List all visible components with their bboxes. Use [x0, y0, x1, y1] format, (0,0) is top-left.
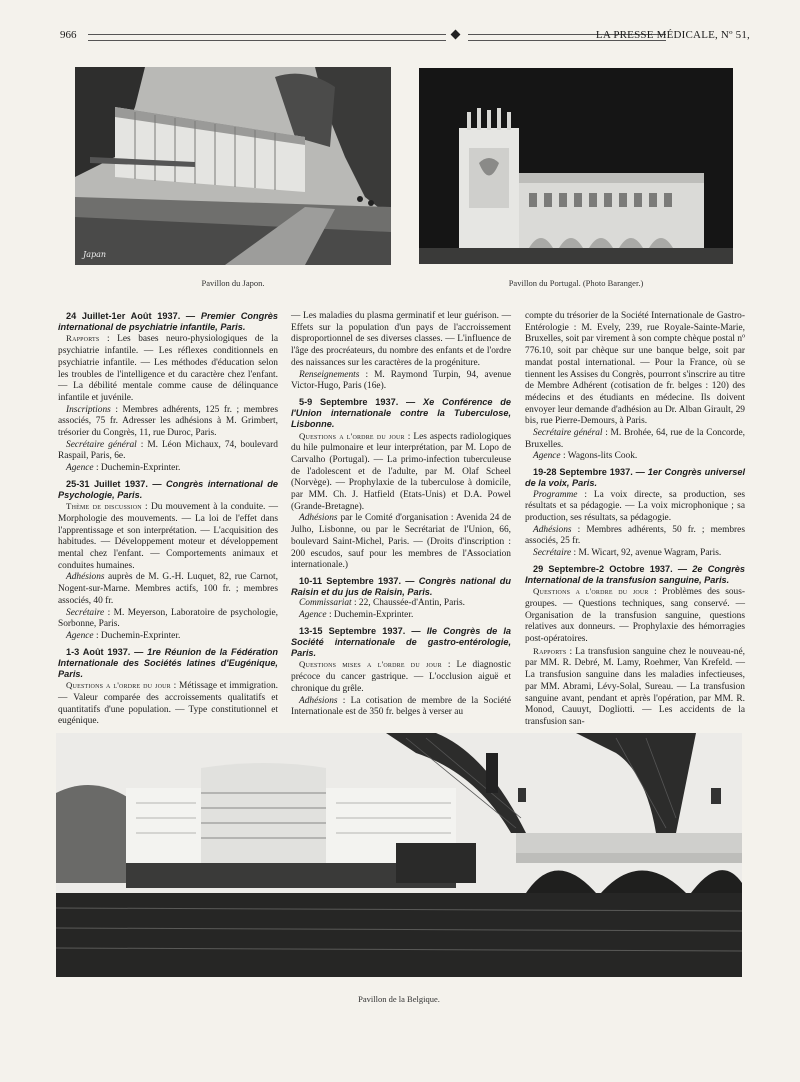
congress-heading: 1-3 Août 1937. — 1re Réunion de la Fédération Internationale des Sociétés latines d'Eugénique, Paris. — [58, 646, 278, 680]
announcements-columns — [58, 311, 745, 727]
paragraph: Adhésions : La cotisation de membre de la Société Internationale est de 350 fr. belges à verser au — [291, 695, 511, 718]
paragraph: Questions a l'ordre du jour : Problèmes des sous-groupes. — Questions techniques, sang conservé. — Organisation de la transfusion sanguine, questions relatives aux donneurs. — Prophylaxie des hémorragies post-opératoires. — [525, 586, 745, 644]
paragraph: Programme : La voix directe, sa production, ses résultats et sa pédagogie. — La voix microphonique ; sa production, ses résultats, sa pédagogie. — [525, 489, 745, 523]
header-rule-left — [88, 34, 446, 41]
column-3 — [525, 311, 745, 727]
paragraph: Adhésions : Membres adhérents, 50 fr. ; membres associés, 25 fr. — [525, 524, 745, 547]
japan-pavilion-illustration — [75, 67, 391, 265]
paragraph: Secrétaire : M. Meyerson, Laboratoire de psychologie, Sorbonne, Paris. — [58, 607, 278, 630]
paragraph: Agence : Duchemin-Exprinter. — [66, 463, 181, 474]
journal-title: LA PRESSE MÉDICALE, Nº 51, — [595, 29, 750, 41]
belgium-pavilion-illustration — [56, 733, 742, 977]
paragraph: Adhésions par le Comité d'organisation : Avenida 24 de Julho, Lisbonne, ou par le Secrétariat de l'Union, 66, boulevard Saint-Michel, Paris. — (Droits d'inscription : 200 escudos, sauf pour les membres de l'Association internationale.) — [291, 513, 511, 571]
paragraph: Commissariat : 22, Chaussée-d'Antin, Paris. — [299, 598, 466, 609]
congress-heading: 5-9 Septembre 1937. — Xe Conférence de l'Union internationale contre la Tuberculose, Lisbonne. — [291, 396, 512, 430]
paragraph: Rapports : Les bases neuro-physiologiques de la psychiatrie infantile. — Les réflexes conditionnels en psychiatrie infantile. — Les méthodes d'éducation selon les troubles de l'intelligence et du caractère chez l'enfant. — La débilité mentale comme cause de délinquance infantile et juvénile. — [58, 333, 278, 403]
congress-heading: 29 Septembre-2 Octobre 1937. — 2e Congrès International de la transfusion sanguine, Paris. — [525, 563, 745, 585]
paragraph: Adhésions auprès de M. G.-H. Luquet, 82, rue Carnot, Nogent-sur-Marne. Membres actifs, 100 fr. ; membres associés, 40 fr. — [58, 572, 278, 606]
congress-heading: 13-15 Septembre 1937. — IIe Congrès de la Société internationale de gastro-entérologie, Paris. — [291, 625, 511, 659]
congress-heading: 10-11 Septembre 1937. — Congrès national du Raisin et du jus de Raisin, Paris. — [291, 575, 511, 598]
paragraph: Thème de discussion : Du mouvement à la conduite. — Morphologie des mouvements. — La loi de l'effet dans l'apprentissage et son interprétation. — L'acquisition des habitudes. — Développement moteur et développement mental chez l'enfant. — Comportements animaux et conduites humaines. — [58, 501, 278, 571]
congress-heading: 19-28 Septembre 1937. — 1er Congrès universel de la voix, Paris. — [525, 467, 745, 489]
caption-belgium: Pavillon de la Belgique. — [358, 994, 440, 1004]
page-header — [60, 29, 750, 45]
paragraph: Agence : Duchemin-Exprinter. — [66, 630, 181, 641]
paragraph: Renseignements : M. Raymond Turpin, 94, avenue Victor-Hugo, Paris (16e). — [291, 369, 511, 392]
paragraph: Agence : Duchemin-Exprinter. — [299, 610, 414, 621]
caption-japan: Pavillon du Japon. — [201, 278, 265, 288]
congress-heading: 25-31 Juillet 1937. — Congrès international de Psychologie, Paris. — [58, 478, 278, 501]
photo-belgium-pavilion — [56, 733, 742, 977]
photo-japan-pavilion — [75, 67, 391, 265]
paragraph: Secrétaire : M. Wicart, 92, avenue Wagram, Paris. — [533, 548, 722, 559]
paragraph: — Les maladies du plasma germinatif et leur guérison. — Effets sur la population d'un pays de l'accroissement disproportionnel de ses diverses classes. — L'influence de l'âge des procréateurs, du nombre des enfants et de l'ordre des naissances sur les caractères de la progéniture. — [291, 311, 511, 368]
portugal-pavilion-illustration — [419, 68, 733, 264]
paragraph: Rapports : La transfusion sanguine chez le nouveau-né, par MM. R. Debré, M. Lamy, Roehmer, Van Krefeld. — La transfusion sanguine dans les maladies infectieuses, par MM. Abrami, Lévy-Solal, Sureau. — La transfusion sanguine avant, pendant et après l'opération, par MM. R. Monod, Cauuyt, Dogliotti. — Les accidents de la transfusion san- — [525, 645, 745, 727]
photo-portugal-pavilion — [419, 68, 733, 264]
paragraph: Secrétaire général : M. Léon Michaux, 74, boulevard Raspail, Paris, 6e. — [58, 439, 278, 462]
paragraph: Questions mises a l'ordre du jour : Le diagnostic précoce du cancer gastrique. — L'occlusion aiguë et chronique du grêle. — [291, 659, 511, 694]
paragraph: Secrétaire général : M. Brohée, 64, rue de la Concorde, Bruxelles. — [525, 428, 745, 450]
artist-signature: Japan — [83, 250, 107, 259]
column-1 — [58, 311, 278, 727]
paragraph: Questions a l'ordre du jour : Les aspects radiologiques du hile pulmonaire et leur interprétation, par M. Lopo de Carvalho (Portugal). — La primo-infection tuberculeuse de l'adolescent et de l'adulte, par M. Olaf Scheel (Norvège). — Prophylaxie de la tuberculose à domicile, par MM. Ch. J. Hatfield (Etats-Unis) et D.A. Powel (Grande-Bretagne). — [291, 430, 512, 512]
diamond-ornament-icon — [451, 30, 461, 40]
page-number: 966 — [60, 29, 77, 41]
paragraph: Agence : Wagons-lits Cook. — [533, 451, 638, 462]
paragraph: Inscriptions : Membres adhérents, 125 fr. ; membres associés, 75 fr. Adresser les adhésions à M. Grimbert, trésorier du Congrès, 11, rue Duroc, Paris. — [58, 404, 278, 439]
congress-heading: 24 Juillet-1er Août 1937. — Premier Congrès international de psychiatrie infantile, Paris. — [58, 311, 278, 333]
column-2 — [291, 311, 512, 718]
paragraph: Questions a l'ordre du jour : Métissage et immigration. — Valeur comparée des accroissements qualitatifs et quantitatifs d'une population. — Type constitutionnel et eugénique. — [58, 680, 278, 727]
caption-portugal: Pavillon du Portugal. (Photo Baranger.) — [508, 278, 644, 288]
paragraph: compte du trésorier de la Société Internationale de Gastro-Entérologie : M. Evely, 239, rue Royale-Sainte-Marie, Bruxelles, soit par virement à son compte chèque postal nº 776.10, soit par chèque sur une banque belge, soit par mandat postal international. — Pour la France, où se tiennent les Assises du Congrès, pourront s'inscrire au titre de Membre Adhérent (cotisation de fr. belges : 120) des médecins et des étudiants en médecine. Ils doivent envoyer leur demande d'adhésion au Dr. Alban Girault, 29 bis, rue Pierre-Demours, à Paris. — [525, 311, 745, 427]
